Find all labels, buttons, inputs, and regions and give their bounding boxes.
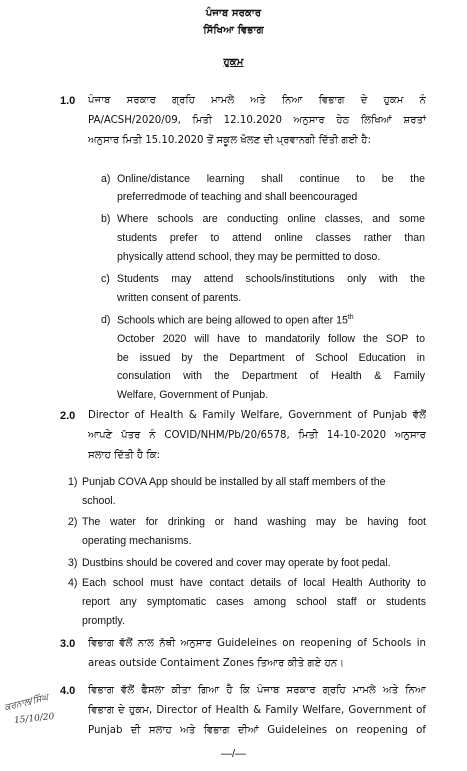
section-2-number: 2.0 — [60, 410, 76, 422]
section-1-line-2: PA/ACSH/2020/09, ਮਿਤੀ 12.10.2020 ਅਨੁਸਾਰ ਹੇਠ ਲਿਖਿਆਂ ਸ਼ਰਤਾਂ — [88, 115, 426, 126]
section-1-line-1: ਪੰਜਾਬ ਸਰਕਾਰ ਗ੍ਰਹਿ ਮਾਮਲੇ ਅਤੇ ਨਿਆ ਵਿਭਾਗ ਦੇ ਹੁਕਮ ਨੰ — [88, 95, 426, 106]
item-d-line-4: consulation with the Department of Health & Family — [117, 370, 425, 382]
department-heading: ਸਿੱਖਿਆ ਵਿਭਾਗ — [203, 25, 264, 36]
item-4-line-1: Each school must have contact details of local Health Authority to — [82, 577, 426, 589]
section-2-line-3: ਸਲਾਹ ਦਿੱਤੀ ਹੈ ਕਿ: — [88, 450, 161, 461]
section-4-line-2: ਵਿਭਾਗ ਦੇ ਹੁਕਮ, Director of Health & Family Welfare, Government of — [88, 705, 426, 716]
item-a-line-2: preferredmode of teaching and shall beencouraged — [117, 191, 358, 203]
item-2-label: 2) — [68, 516, 78, 528]
section-3-line-2: areas outside Contaiment Zones ਤਿਆਰ ਕੀਤੇ ਗਏ ਹਨ। — [88, 658, 345, 669]
item-1-label: 1) — [68, 476, 78, 488]
page-marker: —/— — [220, 748, 247, 760]
item-1-line-1: Punjab COVA App should be installed by all staff members of the — [82, 476, 386, 488]
item-b-line-3: physically attend school, they may be permitted to doso. — [117, 251, 381, 263]
section-2-line-2: ਆਪਣੇ ਪੱਤਰ ਨੰ COVID/NHM/Pb/20/6578, ਮਿਤੀ 14-10-2020 ਅਨੁਸਾਰ — [88, 430, 426, 441]
section-2-line-1: Director of Health & Family Welfare, Government of Punjab ਵੱਲੋਂ — [88, 410, 426, 421]
item-4-line-3: promptly. — [82, 615, 125, 627]
item-2-line-2: operating mechanisms. — [82, 535, 192, 547]
item-1-line-2: school. — [82, 495, 116, 507]
govt-heading: ਪੰਜਾਬ ਸਰਕਾਰ — [205, 8, 262, 19]
item-c-label: c) — [101, 273, 110, 285]
item-d-line-3: be issued by the Department of School Education in — [117, 352, 425, 364]
section-3-number: 3.0 — [60, 638, 76, 650]
item-b-line-2: students prefer to attend online classes rather than — [117, 232, 425, 244]
item-d-superscript: th — [347, 314, 354, 321]
item-4-line-2: report any symptomatic cases among school staff or students — [82, 596, 426, 608]
item-4-label: 4) — [68, 577, 78, 589]
item-2-line-1: The water for drinking or hand washing may be having foot — [82, 516, 426, 528]
item-b-label: b) — [101, 213, 111, 225]
section-4-line-3: Punjab ਦੀ ਸਲਾਹ ਅਤੇ ਵਿਭਾਗ ਦੀਆਂ Guideleines on reopening of — [88, 725, 426, 736]
handwritten-date: 15/10/20 — [13, 711, 55, 727]
order-title: ਹੁਕਮ — [223, 57, 244, 68]
item-d-line-5: Welfare, Government of Punjab. — [117, 389, 269, 401]
item-a-label: a) — [101, 173, 111, 185]
item-d-line-1-text: Schools which are being allowed to open after 15 — [117, 314, 348, 327]
item-3-line-1: Dustbins should be covered and cover may operate by foot pedal. — [82, 557, 391, 569]
item-a-line-1: Online/distance learning shall continue to be the — [117, 173, 425, 185]
section-3-line-1: ਵਿਭਾਗ ਵੱਲੋਂ ਨਾਲ ਨੱਥੀ ਅਨੁਸਾਰ Guideleines on reopening of Schools in — [88, 638, 426, 649]
item-d-line-2: October 2020 will have to mandatorily follow the SOP to — [117, 333, 425, 345]
item-3-label: 3) — [68, 557, 78, 569]
item-d-line-1 — [117, 314, 354, 327]
section-4-number: 4.0 — [60, 685, 76, 697]
handwritten-initials: ਕਰਨਾਲ/ਸਿੰਘ — [3, 692, 50, 714]
item-c-line-2: written consent of parents. — [117, 292, 242, 304]
item-d-label: d) — [101, 314, 111, 326]
section-4-line-1: ਵਿਭਾਗ ਵੱਲੋਂ ਫੈਸਲਾ ਕੀਤਾ ਗਿਆ ਹੈ ਕਿ ਪੰਜਾਬ ਸਰਕਾਰ ਗ੍ਰਹਿ ਮਾਮਲੇ ਅਤੇ ਨਿਆ — [88, 685, 426, 696]
item-c-line-1: Students may attend schools/institutions only with the — [117, 273, 425, 285]
section-1-number: 1.0 — [60, 95, 76, 107]
section-1-line-3: ਅਨੁਸਾਰ ਮਿਤੀ 15.10.2020 ਤੋਂ ਸਕੂਲ ਖੋਲਣ ਦੀ ਪ੍ਰਵਾਨਗੀ ਦਿੱਤੀ ਗਈ ਹੈ: — [88, 135, 371, 146]
item-b-line-1: Where schools are conducting online classes, and some — [117, 213, 425, 225]
